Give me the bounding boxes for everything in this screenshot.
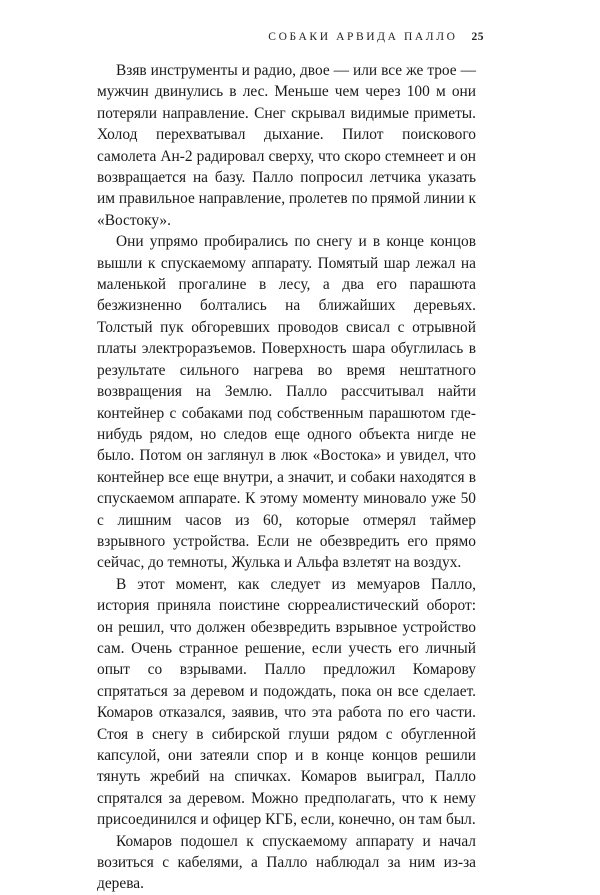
paragraph: Комаров подошел к спускаемому аппарату и начал возиться с кабелями, а Палло наблюдал за ним из-за дерева. [97,832,476,893]
body-text [97,60,476,895]
paragraph: В этот момент, как следует из мемуаров Палло, история приняла поистине сюрреалистический оборот: он решил, что должен обезвредить взрывное устройство сам. Очень странное решение, если учесть его личный опыт со взрывами. Палло предложил Комарову спрятаться за деревом и подождать, пока он все сделает. Комаров отказался, заявив, что эта работа по его части. Стоя в снегу в сибирской глуши рядом с обугленной капсулой, они затеяли спор и в конце концов решили тянуть жребий на спичках. Комаров выиграл, Палло спрятался за деревом. Можно предполагать, что к нему присоединился и офицер КГБ, если, конечно, он там был. [97,575,476,829]
page-number: 25 [471,31,484,43]
paragraph: Взяв инструменты и радио, двое — или все же трое — мужчин двинулись в лес. Меньше чем через 100 м они потеряли направление. Снег скрывал видимые приметы. Холод перехватывал дыхание. Пилот поискового самолета Ан-2 радировал сверху, что скоро стемнеет и он возвращается на базу. Палло попросил летчика указать им правильное направление, пролетев по прямой линии к «Востоку». [97,62,476,229]
running-head [268,31,484,43]
paragraph: Они упрямо пробирались по снегу и в конце концов вышли к спускаемому аппарату. Помятый шар лежал на маленькой прогалине в лесу, а два его парашюта безжизненно болтались на ближайших деревьях. Толстый пук обгоревших проводов свисал с отрывной платы электроразъемов. Поверхность шара обуглилась в результате сильного нагрева во время нештатного возвращения на Землю. Палло рассчитывал найти контейнер с собаками под собственным парашютом где-нибудь рядом, но следов еще одного объекта нигде не было. Потом он заглянул в люк «Востока» и увидел, что контейнер все еще внутри, а значит, и собаки находятся в спускаемом аппарате. К этому моменту миновало уже 50 с лишним часов из 60, которые отмерял таймер взрывного устройства. Если не обезвредить его прямо сейчас, до темноты, Жулька и Альфа взлетят на воздух. [97,233,476,572]
running-title: СОБАКИ АРВИДА ПАЛЛО [268,31,458,43]
